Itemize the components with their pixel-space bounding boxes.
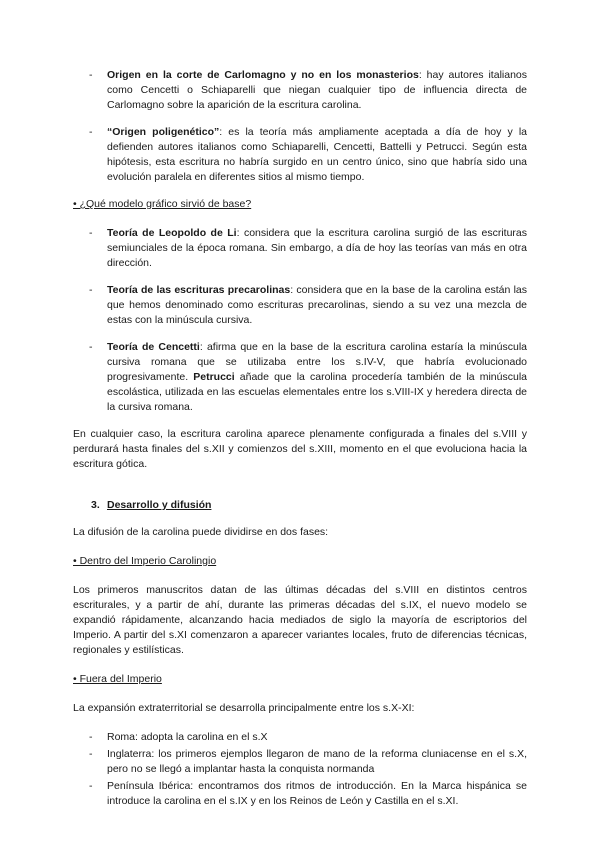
list-item — [73, 283, 527, 328]
theory-title: Teoría de Leopoldo de Li — [107, 227, 237, 239]
list-item: - Península Ibérica: encontramos dos ritmos de introducción. En la Marca hispánica se introduce la carolina en el s.IX y en los Reinos de León y Castilla en el s.XI. — [73, 779, 527, 809]
model-heading: • ¿Qué modelo gráfico sirvió de base? — [73, 198, 252, 210]
section-title — [73, 498, 527, 513]
section-intro: La difusión de la carolina puede dividirse en dos fases: — [73, 526, 329, 538]
list-item — [73, 226, 527, 271]
conclusion-paragraph: En cualquier caso, la escritura carolina aparece plenamente configurada a finales del s.VIII y perdurará hasta finales del s.XII y comienzos del s.XIII, momento en el que evoluciona hacia la escritura gótica. — [73, 428, 527, 470]
section-title-text: Desarrollo y difusión — [107, 499, 212, 511]
section-number: 3. — [91, 499, 100, 511]
origin-theories-list — [73, 68, 527, 185]
theory-text: : es la teoría más ampliamente aceptada a día de hoy y la defienden autores italianos como Schiaparelli, Cencetti, Battelli y Petrucci. Según esta hipótesis, esta escritura no habría surgido en un centro único, sino que habría sido una evolución paralela en diferentes sitios al mismo tiempo. — [107, 126, 527, 183]
list-item — [73, 68, 527, 113]
list-item: - Roma: adopta la carolina en el s.X — [73, 730, 527, 745]
theory-text: : hay autores italianos como Cencetti o Schiaparelli que niegan cualquier tipo de influencia directa de Carlomagno sobre la aparición de la escritura carolina. — [107, 69, 527, 111]
theory-title: “Origen poligenético” — [107, 126, 220, 138]
theory-title: Teoría de Cencetti — [107, 341, 200, 353]
theory-text: : considera que la escritura carolina surgió de las escrituras semiunciales de la época romana. Sin embargo, a día de hoy las teorías van más en otra dirección. — [107, 227, 527, 269]
outside-empire-list — [73, 730, 527, 809]
inside-empire-heading: • Dentro del Imperio Carolingio — [73, 555, 217, 567]
theory-title: Teoría de las escrituras precarolinas — [107, 284, 291, 296]
theory-title: Origen en la corte de Carlomagno y no en los monasterios — [107, 69, 419, 81]
list-item — [73, 340, 527, 415]
list-item: - Inglaterra: los primeros ejemplos llegaron de mano de la reforma cluniacense en el s.X, pero no se llegó a implantar hasta la conquista normanda — [73, 747, 527, 777]
outside-empire-intro: La expansión extraterritorial se desarrolla principalmente entre los s.X-XI: — [73, 702, 415, 714]
inside-empire-paragraph: Los primeros manuscritos datan de las últimas décadas del s.VIII en distintos centros escriturales, y a partir de ahí, durante las primeras décadas del s.IX, el nuevo modelo se expandió rápidamente, alcanzando hacia mediados de siglo la mayoría de escriptorios del Imperio. A partir del s.XI comenzaron a aparecer variantes locales, fruto de diferencias técnicas, regionales y estilísticas. — [73, 584, 527, 656]
list-item — [73, 125, 527, 185]
theory-text: : considera que en la base de la carolina están las que hemos denominado como escrituras precarolinas, siendo a su vez una mezcla de estas con la minúscula cursiva. — [107, 284, 527, 326]
outside-empire-heading: • Fuera del Imperio — [73, 673, 162, 685]
author-name: Petrucci — [193, 371, 235, 383]
model-theories-list — [73, 226, 527, 415]
theory-text: : afirma que en la base de la escritura carolina estaría la minúscula cursiva romana que se utilizaba entre los s.IV-V, que habría evolucionado progresivamente. — [107, 341, 527, 383]
theory-text: añade que la carolina procedería también de la minúscula escolástica, utilizada en las escuelas elementales entre los s.VIII-IX y heredera directa de la cursiva romana. — [107, 371, 527, 413]
